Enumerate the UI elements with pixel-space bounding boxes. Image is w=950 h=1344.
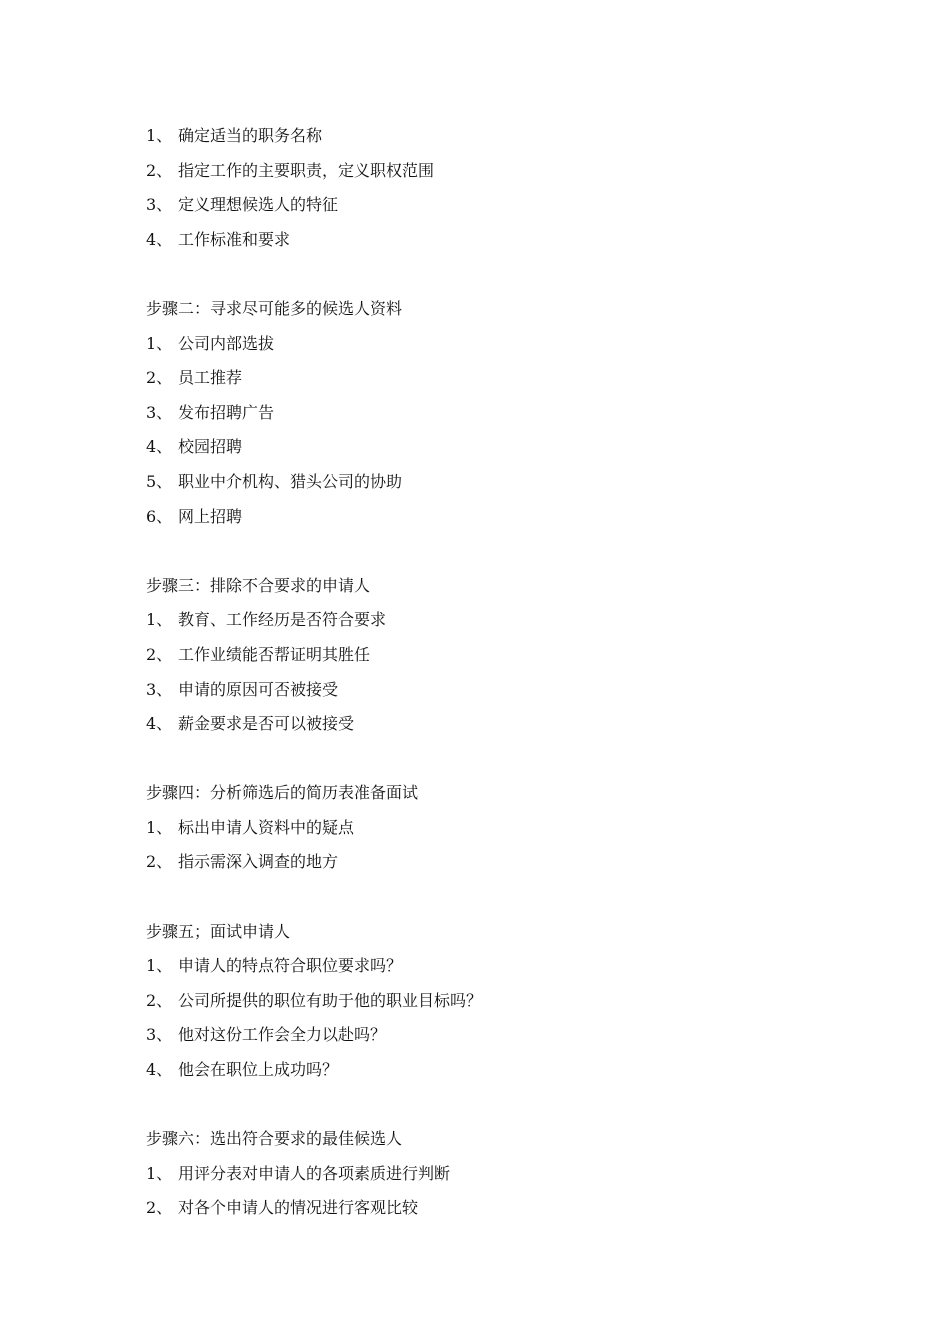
- item-number: 1、: [146, 333, 173, 353]
- section-heading: 步骤二：寻求尽可能多的候选人资料: [146, 298, 403, 318]
- list-item: [146, 1157, 866, 1192]
- item-text: 标出申请人资料中的疑点: [178, 817, 355, 837]
- item-text: 指定工作的主要职责，定义职权范围: [178, 160, 435, 180]
- item-text: 网上招聘: [178, 506, 243, 526]
- item-text: 职业中介机构、猎头公司的协助: [178, 471, 403, 491]
- list-item: [146, 430, 866, 465]
- list-item: [146, 500, 866, 535]
- list-item: [146, 223, 866, 258]
- list-item: [146, 327, 866, 362]
- section-heading: 步骤五；面试申请人: [146, 921, 291, 941]
- item-number: 2、: [146, 852, 173, 872]
- section-heading: 步骤六：选出符合要求的最佳候选人: [146, 1129, 403, 1149]
- item-number: 2、: [146, 160, 173, 180]
- item-number: 6、: [146, 506, 173, 526]
- list-item: [146, 949, 866, 984]
- item-text: 申请的原因可否被接受: [178, 679, 339, 699]
- item-text: 他对这份工作会全力以赴吗？: [178, 1025, 387, 1045]
- item-number: 3、: [146, 195, 173, 215]
- item-number: 4、: [146, 1060, 173, 1080]
- item-number: 2、: [146, 1198, 173, 1218]
- list-item: [146, 1053, 866, 1088]
- item-number: 1、: [146, 610, 173, 630]
- item-number: 2、: [146, 644, 173, 664]
- section-gap: [146, 257, 866, 292]
- item-number: 4、: [146, 714, 173, 734]
- list-item: [146, 984, 866, 1019]
- section-gap: [146, 1088, 866, 1123]
- item-number: 1、: [146, 817, 173, 837]
- section-gap: [146, 742, 866, 777]
- list-item: [146, 465, 866, 500]
- item-text: 公司内部选拔: [178, 333, 275, 353]
- section-step-3: [146, 569, 866, 742]
- item-text: 工作业绩能否帮证明其胜任: [178, 644, 371, 664]
- list-item: [146, 811, 866, 846]
- list-item: [146, 396, 866, 431]
- item-number: 2、: [146, 990, 173, 1010]
- section-step-4: [146, 776, 866, 880]
- list-item: [146, 707, 866, 742]
- section-step-2: [146, 292, 866, 534]
- item-text: 确定适当的职务名称: [178, 126, 323, 145]
- list-item: [146, 119, 866, 154]
- list-item: [146, 673, 866, 708]
- item-text: 定义理想候选人的特征: [178, 195, 339, 215]
- list-item: [146, 188, 866, 223]
- list-item: [146, 1191, 866, 1226]
- item-text: 指示需深入调查的地方: [178, 852, 339, 872]
- section-step-5: [146, 915, 866, 1088]
- item-number: 4、: [146, 437, 173, 457]
- item-number: 2、: [146, 368, 173, 388]
- section-gap: [146, 880, 866, 915]
- item-text: 校园招聘: [178, 437, 243, 457]
- list-item: [146, 638, 866, 673]
- item-number: 3、: [146, 679, 173, 699]
- section-heading: 步骤四：分析筛选后的简历表准备面试: [146, 783, 419, 803]
- item-text: 对各个申请人的情况进行客观比较: [178, 1198, 419, 1218]
- item-text: 他会在职位上成功吗？: [178, 1060, 339, 1080]
- document-page: [146, 119, 866, 1226]
- item-number: 1、: [146, 956, 173, 976]
- item-number: 5、: [146, 471, 173, 491]
- item-text: 工作标准和要求: [178, 229, 291, 249]
- list-item: [146, 603, 866, 638]
- item-text: 用评分表对申请人的各项素质进行判断: [178, 1163, 451, 1183]
- item-number: 1、: [146, 126, 173, 145]
- section-gap: [146, 534, 866, 569]
- item-text: 申请人的特点符合职位要求吗？: [178, 956, 403, 976]
- item-text: 教育、工作经历是否符合要求: [178, 610, 387, 630]
- item-number: 4、: [146, 229, 173, 249]
- item-number: 3、: [146, 402, 173, 422]
- item-text: 薪金要求是否可以被接受: [178, 714, 355, 734]
- item-number: 3、: [146, 1025, 173, 1045]
- section-heading: 步骤三：排除不合要求的申请人: [146, 575, 371, 595]
- list-item: [146, 845, 866, 880]
- section-step-6: [146, 1122, 866, 1226]
- item-text: 发布招聘广告: [178, 402, 275, 422]
- item-number: 1、: [146, 1163, 173, 1183]
- intro-list: [146, 119, 866, 257]
- list-item: [146, 1018, 866, 1053]
- item-text: 公司所提供的职位有助于他的职业目标吗？: [178, 990, 483, 1010]
- list-item: [146, 154, 866, 189]
- list-item: [146, 361, 866, 396]
- item-text: 员工推荐: [178, 368, 243, 388]
